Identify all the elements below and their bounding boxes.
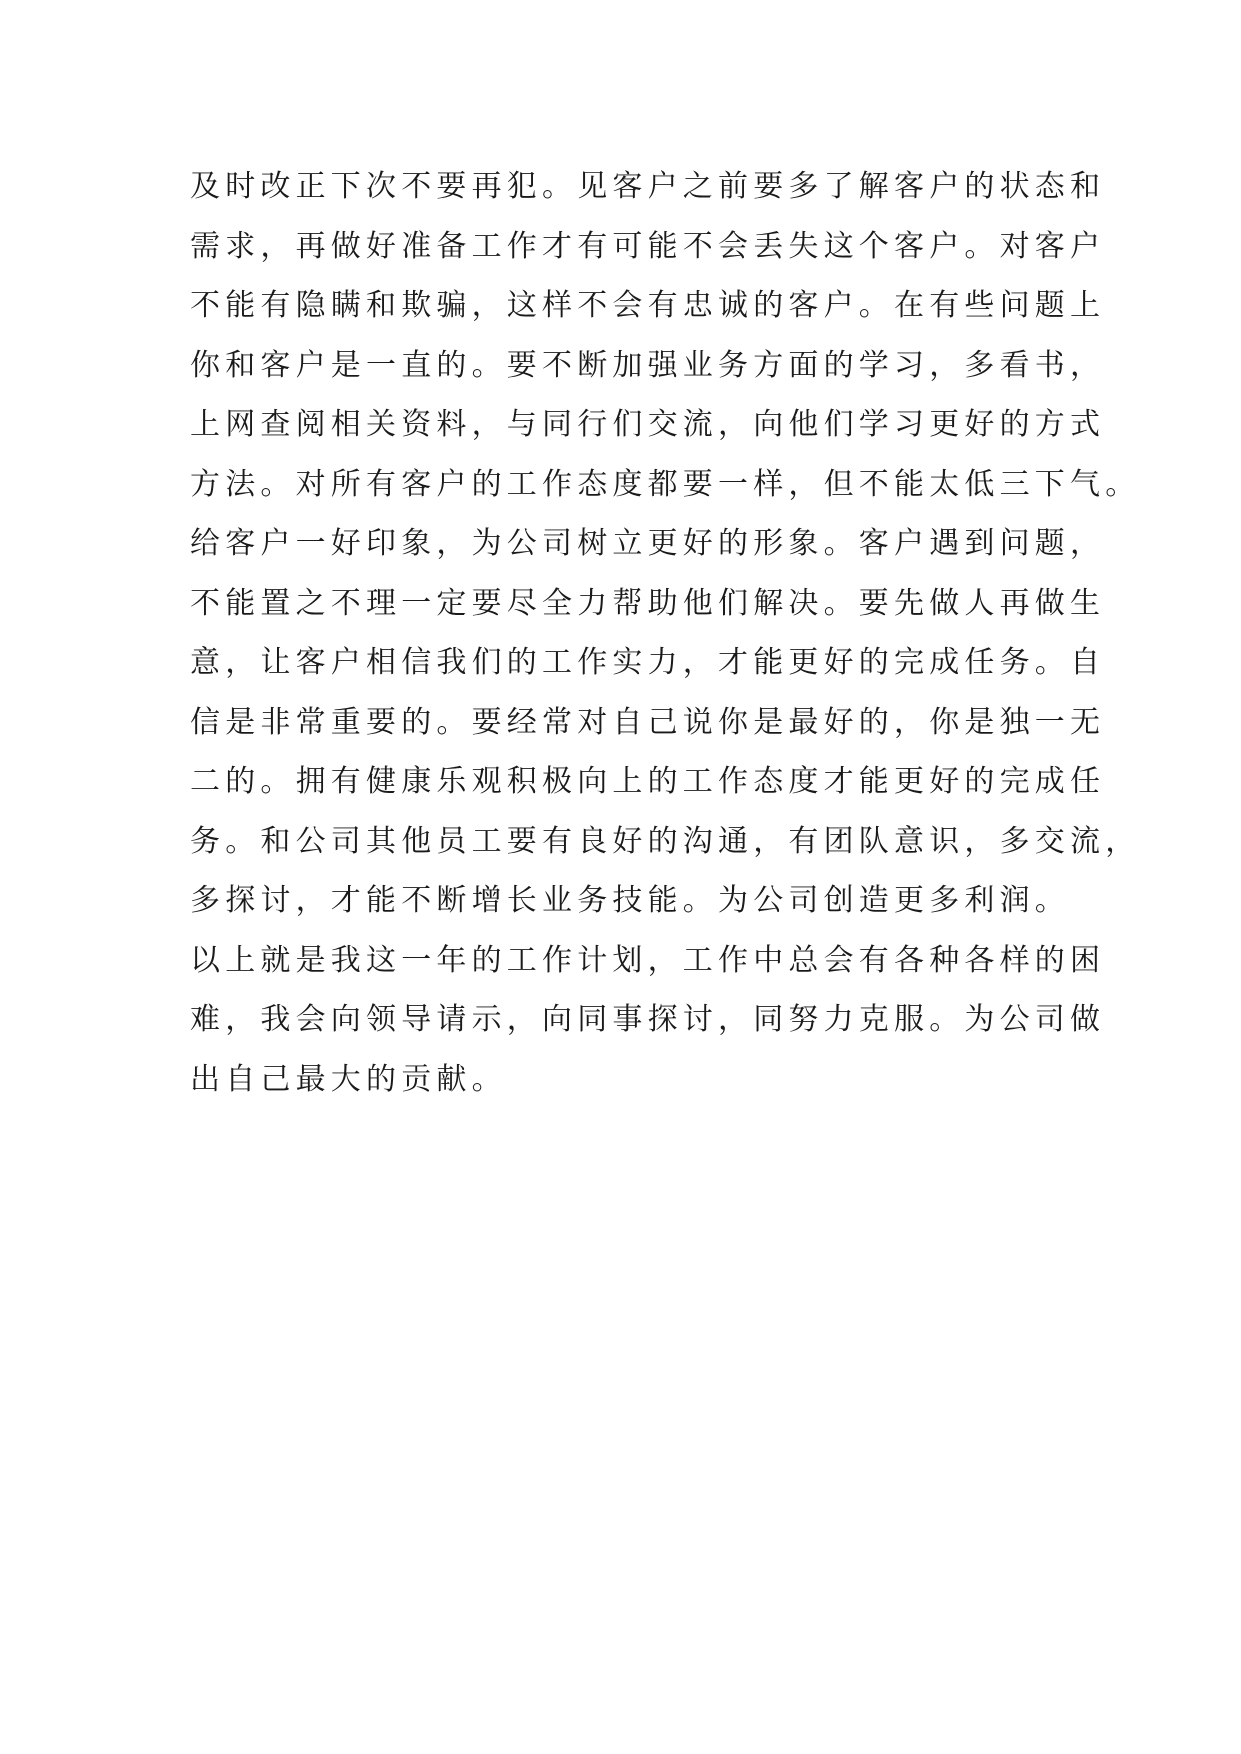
text-line: 以上就是我这一年的工作计划，工作中总会有各种各样的困 — [190, 942, 1106, 978]
body-paragraph — [190, 157, 1141, 1109]
text-line: 需求，再做好准备工作才有可能不会丢失这个客户。对客户 — [190, 228, 1106, 264]
text-line: 多探讨，才能不断增长业务技能。为公司创造更多利润。 — [190, 883, 1070, 918]
text-line: 上网查阅相关资料，与同行们交流，向他们学习更好的方式 — [190, 407, 1106, 442]
text-line: 意，让客户相信我们的工作实力，才能更好的完成任务。自 — [190, 645, 1106, 680]
text-line: 务。和公司其他员工要有良好的沟通，有团队意识，多交流， — [190, 823, 1141, 859]
text-line: 出自己最大的贡献。 — [190, 1061, 507, 1097]
text-line: 不能置之不理一定要尽全力帮助他们解决。要先做人再做生 — [190, 585, 1106, 621]
text-line: 及时改正下次不要再犯。见客户之前要多了解客户的状态和 — [190, 169, 1106, 204]
text-line: 难，我会向领导请示，向同事探讨，同努力克服。为公司做 — [190, 1002, 1106, 1037]
text-line: 你和客户是一直的。要不断加强业务方面的学习，多看书， — [190, 347, 1106, 383]
text-line: 方法。对所有客户的工作态度都要一样，但不能太低三下气。 — [190, 466, 1141, 502]
text-line: 二的。拥有健康乐观积极向上的工作态度才能更好的完成任 — [190, 764, 1106, 799]
text-line: 不能有隐瞒和欺骗，这样不会有忠诚的客户。在有些问题上 — [190, 288, 1106, 323]
text-line: 信是非常重要的。要经常对自己说你是最好的，你是独一无 — [190, 704, 1106, 740]
text-line: 给客户一好印象，为公司树立更好的形象。客户遇到问题， — [190, 526, 1106, 561]
